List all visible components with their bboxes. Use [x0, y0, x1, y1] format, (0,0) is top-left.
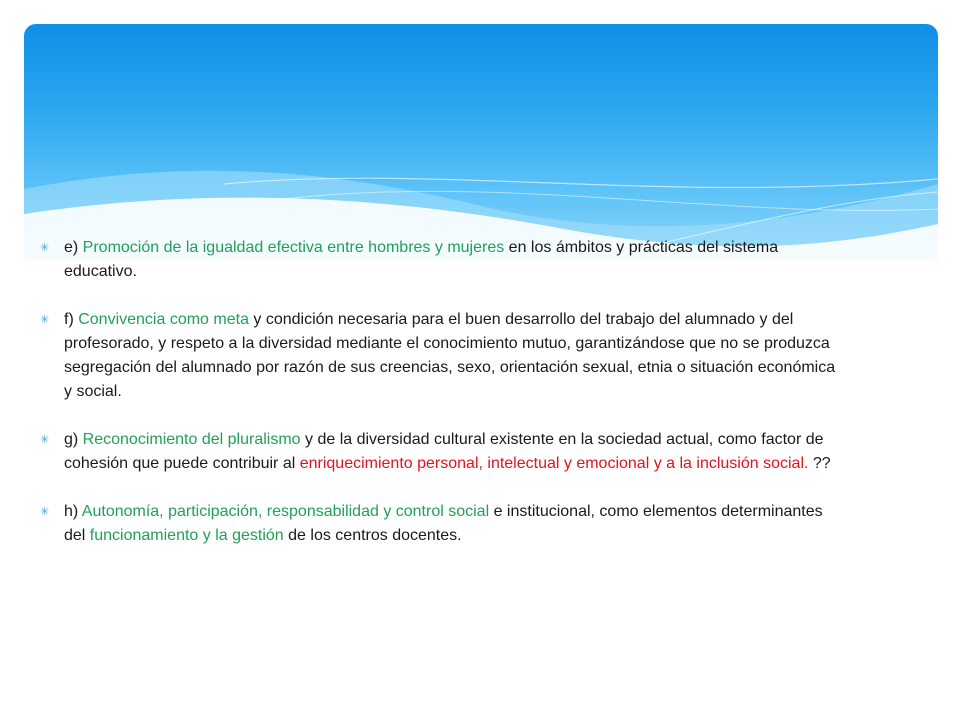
item-text: de los centros docentes. — [283, 527, 462, 544]
item-prefix: g) — [64, 431, 83, 448]
highlight-green: Promoción de la igualdad efectiva entre hombres y mujeres — [82, 239, 505, 256]
highlight-green: Convivencia como meta — [78, 311, 249, 328]
highlight-green: Autonomía, participación, responsabilidad y control social — [81, 503, 490, 520]
item-prefix: e) — [64, 239, 83, 256]
item-text: ?? — [808, 455, 831, 472]
asterisk-icon: ✳ — [40, 506, 50, 518]
asterisk-icon: ✳ — [40, 314, 50, 326]
list-item — [40, 236, 840, 284]
item-prefix: h) — [64, 503, 82, 520]
item-text: e institucional, como elementos determinantes del — [64, 503, 823, 544]
asterisk-icon: ✳ — [40, 434, 50, 446]
bullet-list — [40, 236, 840, 572]
highlight-red: enriquecimiento personal, intelectual y emocional y a la inclusión social. — [299, 455, 809, 472]
item-text: y condición necesaria para el buen desarrollo del trabajo del alumnado y del profesorado, y respeto a la diversidad mediante el conocimiento mutuo, garantizándose que no se produzca segregación del alumnado por razón de sus creencias, sexo, orientación sexual, etnia o situación económica y social. — [64, 311, 836, 400]
item-text: en los ámbitos y prácticas del sistema educativo. — [64, 239, 779, 280]
asterisk-icon: ✳ — [40, 242, 50, 254]
item-prefix: f) — [64, 311, 79, 328]
banner-wave-decoration — [24, 24, 938, 260]
item-text: y de la diversidad cultural existente en la sociedad actual, como factor de cohesión que puede contribuir al — [64, 431, 824, 472]
header-banner — [24, 24, 938, 260]
list-item — [40, 428, 840, 476]
highlight-green: funcionamiento y la gestión — [89, 527, 284, 544]
list-item — [40, 500, 840, 548]
list-item — [40, 308, 840, 404]
highlight-green: Reconocimiento del pluralismo — [82, 431, 301, 448]
